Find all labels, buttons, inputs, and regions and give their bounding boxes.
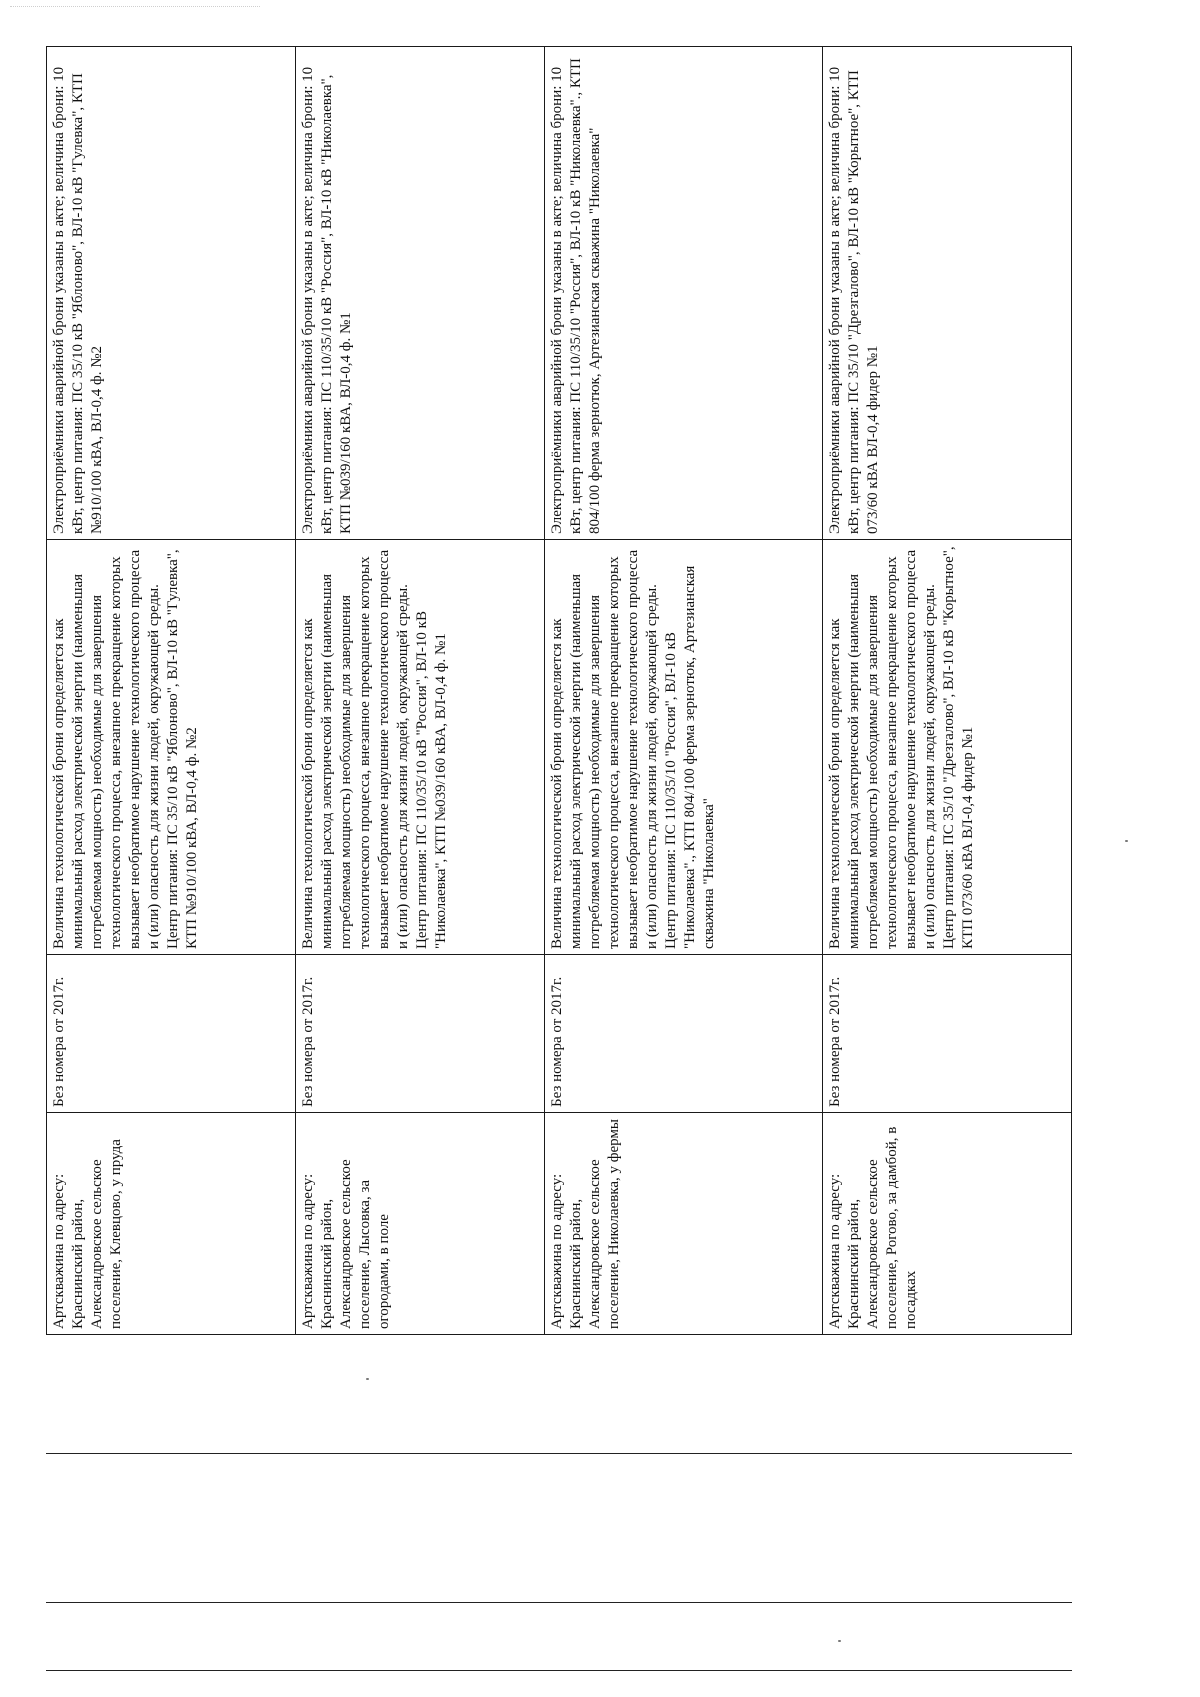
horizontal-rule	[46, 1602, 1072, 1603]
horizontal-rule	[46, 1453, 1072, 1454]
location-cell: Артскважина по адресу: Краснинский район, Александровское сельское поселение, Николаевка, у фермы	[544, 1113, 823, 1335]
table-row	[544, 47, 823, 1335]
emergency-reserve-cell: Электроприёмники аварийной брони указаны в акте; величина брони: 10 кВт, центр питания: ПС 35/10 "Дрезгалово", ВЛ-10 кВ "Корытное", КТП 073/60 кВА ВЛ-0,4 фидер №1	[823, 47, 1072, 540]
horizontal-rule	[46, 1670, 1072, 1671]
rotated-table-container	[46, 47, 1072, 1335]
table-row	[47, 47, 296, 1335]
tech-reserve-cell: Величина технологической брони определяется как минимальный расход электрической энергии (наименьшая потребляемая мощность) необходимые для завершения технологического процесса, внезапное прекращение которых вызывает необратимое нарушение технологического процесса и (или) опасность для жизни людей, окружающей среды. Центр питания: ПС 110/35/10 "Россия", ВЛ-10 кВ "Николаевка"., КТП 804/100 ферма зернотюк, Артезианская скважина "Николаевка"	[544, 540, 823, 955]
tech-reserve-cell: Величина технологической брони определяется как минимальный расход электрической энергии (наименьшая потребляемая мощность) необходимые для завершения технологического процесса, внезапное прекращение которых вызывает необратимое нарушение технологического процесса и (или) опасность для жизни людей, окружающей среды. Центр питания: ПС 110/35/10 кВ "Россия", ВЛ-10 кВ "Николаевка", КТП №039/160 кВА, ВЛ-0,4 ф. №1	[295, 540, 544, 955]
tech-reserve-cell: Величина технологической брони определяется как минимальный расход электрической энергии (наименьшая потребляемая мощность) необходимые для завершения технологического процесса, внезапное прекращение которых вызывает необратимое нарушение технологического процесса и (или) опасность для жизни людей, окружающей среды. Центр питания: ПС 35/10 "Дрезгалово", ВЛ-10 кВ "Корытное", КТП 073/60 кВА ВЛ-0,4 фидер №1	[823, 540, 1072, 955]
power-reserve-table	[46, 46, 1072, 1335]
table-row	[295, 47, 544, 1335]
scan-edge-mark	[10, 6, 260, 7]
act-cell: Без номера от 2017г.	[295, 955, 544, 1113]
table-row	[823, 47, 1072, 1335]
scan-speck	[838, 1640, 841, 1642]
act-cell: Без номера от 2017г.	[47, 955, 296, 1113]
tech-reserve-cell: Величина технологической брони определяется как минимальный расход электрической энергии (наименьшая потребляемая мощность) необходимые для завершения технологического процесса, внезапное прекращение которых вызывает необратимое нарушение технологического процесса и (или) опасность для жизни людей, окружающей среды. Центр питания: ПС 35/10 кВ "Яблоново", ВЛ-10 кВ "Гулевка", КТП №910/100 кВА, ВЛ-0,4 ф. №2	[47, 540, 296, 955]
act-cell: Без номера от 2017г.	[544, 955, 823, 1113]
location-cell: Артскважина по адресу: Краснинский район, Александровское сельское поселение, Лысовка, за огородами, в поле	[295, 1113, 544, 1335]
act-cell: Без номера от 2017г.	[823, 955, 1072, 1113]
emergency-reserve-cell: Электроприёмники аварийной брони указаны в акте; величина брони: 10 кВт, центр питания: ПС 110/35/10 "Россия", ВЛ-10 кВ "Николаевка"., КТП 804/100 ферма зернотюк, Артезианская скважина "Николаевка"	[544, 47, 823, 540]
emergency-reserve-cell: Электроприёмники аварийной брони указаны в акте; величина брони: 10 кВт, центр питания: ПС 35/10 кВ "Яблоново", ВЛ-10 кВ "Гулевка", КТП №910/100 кВА, ВЛ-0,4 ф. №2	[47, 47, 296, 540]
location-cell: Артскважина по адресу: Краснинский район, Александровское сельское поселение, Клевцово, у пруда	[47, 1113, 296, 1335]
scan-speck	[366, 1378, 369, 1380]
emergency-reserve-cell: Электроприёмники аварийной брони указаны в акте; величина брони: 10 кВт, центр питания: ПС 110/35/10 кВ "Россия", ВЛ-10 кВ "Николаевка", КТП №039/160 кВА, ВЛ-0,4 ф. №1	[295, 47, 544, 540]
scan-speck	[1125, 840, 1128, 842]
location-cell: Артскважина по адресу: Краснинский район, Александровское сельское поселение, Рогово, за дамбой, в посадках	[823, 1113, 1072, 1335]
